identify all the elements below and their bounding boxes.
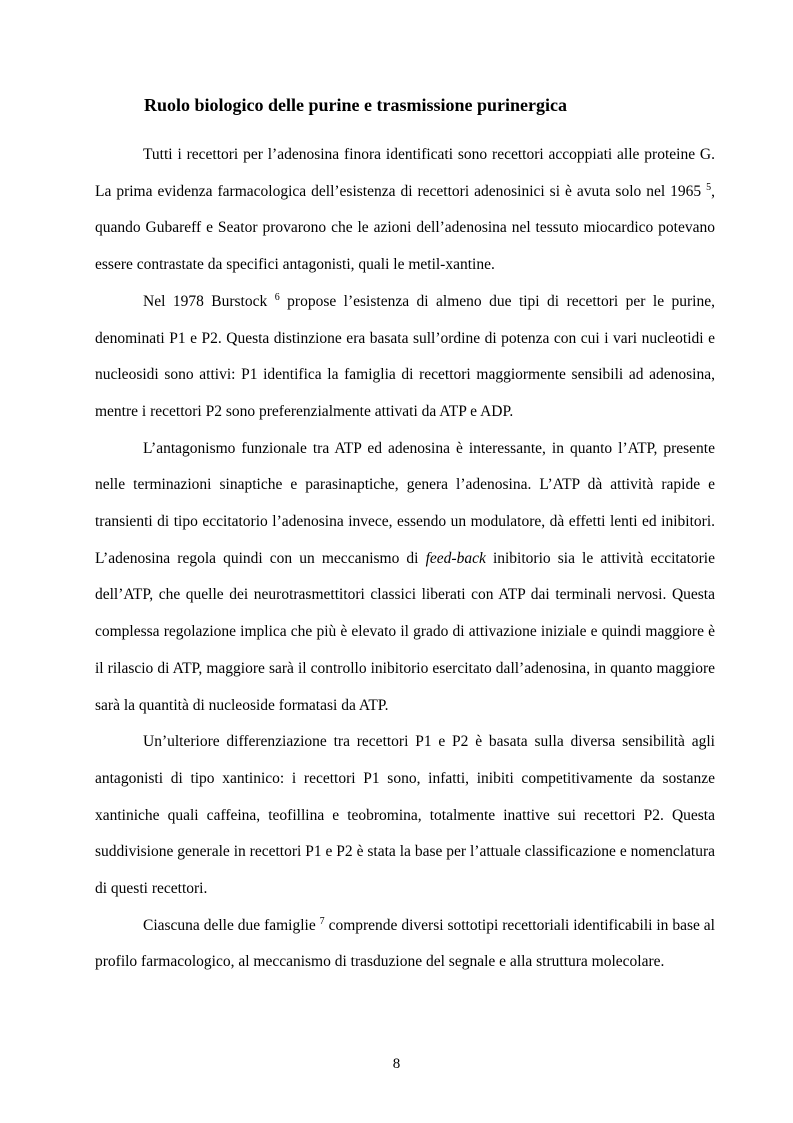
section-heading: Ruolo biologico delle purine e trasmissione purinergica (144, 95, 567, 115)
italic-term: feed-back (425, 549, 486, 567)
paragraph-1 (95, 137, 715, 284)
footnote-ref[interactable]: 6 (274, 291, 280, 303)
paragraph-5 (95, 908, 715, 981)
page-number: 8 (392, 1056, 401, 1072)
paragraph-text: Un’ulteriore differenziazione tra recettori P1 e P2 è basata sulla diversa sensibilità agli antagonisti di tipo xantinico: i recettori P1 sono, infatti, inibiti competitivamente da sostanze xantiniche quali caffeina, teofillina e teobromina, totalmente inattive sui recettori P2. Questa suddivisione generale in recettori P1 e P2 è stata la base per l’attuale classificazione e nomenclatura di questi recettori. (95, 733, 715, 898)
paragraph-4 (95, 724, 715, 908)
paragraph-text: Ciascuna delle due famiglie (143, 916, 320, 934)
paragraph-text: inibitorio sia le attività eccitatorie dell’ATP, che quelle dei neurotrasmettitori classici liberati con ATP dai terminali nervosi. Questa complessa regolazione implica che più è elevato il grado di attivazione iniziale e quindi maggiore è il rilascio di ATP, maggiore sarà il controllo inibitorio esercitato dall’adenosina, in quanto maggiore sarà la quantità di nucleoside formatasi da ATP. (95, 549, 715, 714)
paragraph-text: Tutti i recettori per l’adenosina finora identificati sono recettori accoppiati alle proteine G. La prima evidenza farmacologica dell’esistenza di recettori adenosinici si è avuta solo nel 1965 (95, 146, 715, 200)
footnote-ref[interactable]: 7 (319, 915, 325, 927)
paragraph-2 (95, 284, 715, 431)
paragraph-text: Nel 1978 Burstock (143, 292, 275, 310)
paragraph-text: propose l’esistenza di almeno due tipi di recettori per le purine, denominati P1 e P2. Questa distinzione era basata sull’ordine di potenza con cui i vari nucleotidi e nucleosidi sono attivi: P1 identifica la famiglia di recettori maggiormente sensibili ad adenosina, mentre i recettori P2 sono preferenzialmente attivati da ATP e ADP. (95, 292, 715, 420)
paragraph-text: comprende diversi sottotipi recettoriali identificabili in base al profilo farmacologico, al meccanismo di trasduzione del segnale e alla struttura molecolare. (95, 916, 715, 971)
paragraph-3 (95, 431, 715, 725)
footnote-ref[interactable]: 5 (706, 181, 712, 193)
paragraph-text: L’antagonismo funzionale tra ATP ed adenosina è interessante, in quanto l’ATP, presente nelle terminazioni sinaptiche e parasinaptiche, genera l’adenosina. L’ATP dà attività rapide e transienti di tipo eccitatorio l’adenosina invece, essendo un modulatore, dà effetti lenti ed inibitori. L’adenosina regola quindi con un meccanismo di (95, 439, 715, 567)
paragraph-text: , quando Gubareff e Seator provarono che le azioni dell’adenosina nel tessuto miocardico potevano essere contrastate da specifici antagonisti, quali le metil-xantine. (95, 182, 715, 274)
body-text (95, 137, 715, 981)
